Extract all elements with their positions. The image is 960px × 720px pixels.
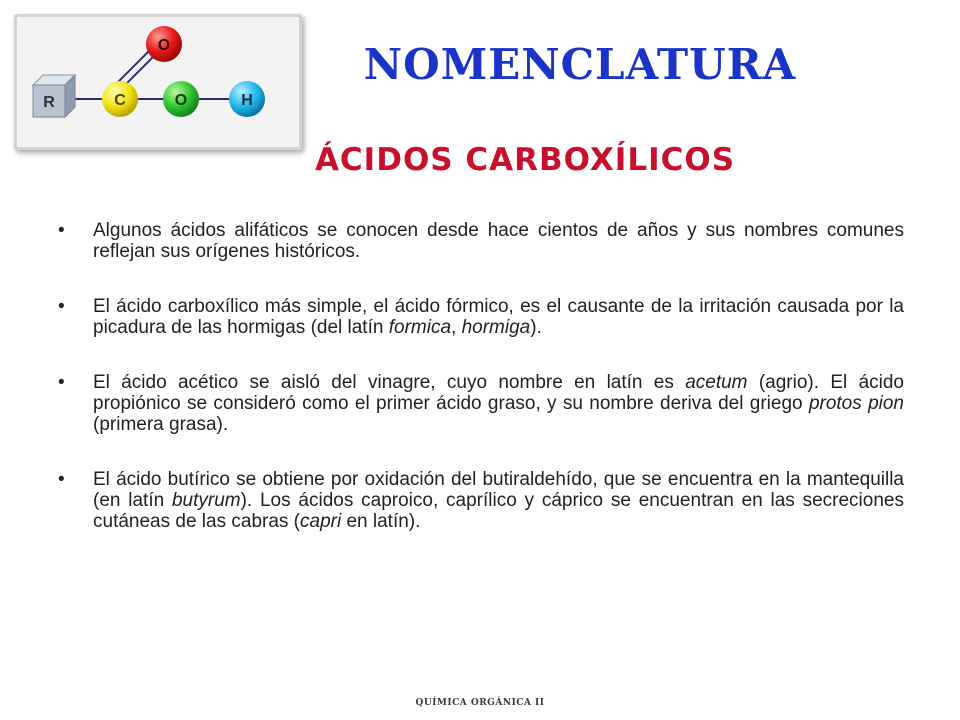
bullet-item <box>56 469 904 532</box>
bullet-text: El ácido acético se aisló del vinagre, cuyo nombre en latín es <box>93 372 686 393</box>
bullet-text: ). Los ácidos caproico, caprílico y cáprico se encuentran en las secreciones cutáneas de las cabras ( <box>93 490 904 532</box>
bullet-text: (primera grasa). <box>93 414 229 435</box>
slide-title: NOMENCLATURA <box>363 40 797 89</box>
slide-subtitle: ÁCIDOS CARBOXÍLICOS <box>314 142 736 178</box>
bullet-text: El ácido butírico se obtiene por oxidación del butiraldehído, que se encuentra en la mantequilla (en latín <box>93 469 904 511</box>
atom-label-c: C <box>114 92 126 109</box>
atom-o-mid <box>163 81 199 117</box>
bullet-text-italic: capri <box>300 511 342 532</box>
atom-label-h: H <box>241 92 253 109</box>
bullet-text-italic: acetum <box>685 372 748 393</box>
footer-course-name: QUÍMICA ORGÁNICA II <box>415 698 545 708</box>
bullet-text: en latín). <box>341 511 421 532</box>
atom-label-o-top: O <box>157 37 171 54</box>
bullet-text: ). <box>530 317 542 338</box>
bullet-text: (agrio). El ácido propiónico se consideró como el primer ácido graso, y su nombre deriva del griego <box>93 372 904 414</box>
atom-label-r: R <box>43 94 55 111</box>
bullet-text-italic: protos pion <box>808 393 904 414</box>
molecule-logo <box>14 14 302 150</box>
carboxyl-molecule-illustration <box>17 17 299 147</box>
bullet-text-italic: butyrum <box>171 490 241 511</box>
bullet-list <box>56 220 904 566</box>
bullet-text-italic: hormiga <box>461 317 531 338</box>
bullet-item <box>56 220 904 262</box>
atom-c <box>102 81 138 117</box>
bullet-text: , <box>451 317 462 338</box>
atom-o-top <box>146 26 182 62</box>
bullet-item <box>56 296 904 338</box>
bullet-text: Algunos ácidos alifáticos se conocen desde hace cientos de años y sus nombres comunes reflejan sus orígenes históricos. <box>93 220 904 262</box>
atom-h <box>229 81 265 117</box>
r-cube <box>33 75 75 117</box>
bullet-text: El ácido carboxílico más simple, el ácido fórmico, es el causante de la irritación causada por la picadura de las hormigas (del latín <box>93 296 904 338</box>
bullet-item <box>56 372 904 435</box>
atom-label-o-mid: O <box>174 92 188 109</box>
bullet-text-italic: formica <box>388 317 452 338</box>
